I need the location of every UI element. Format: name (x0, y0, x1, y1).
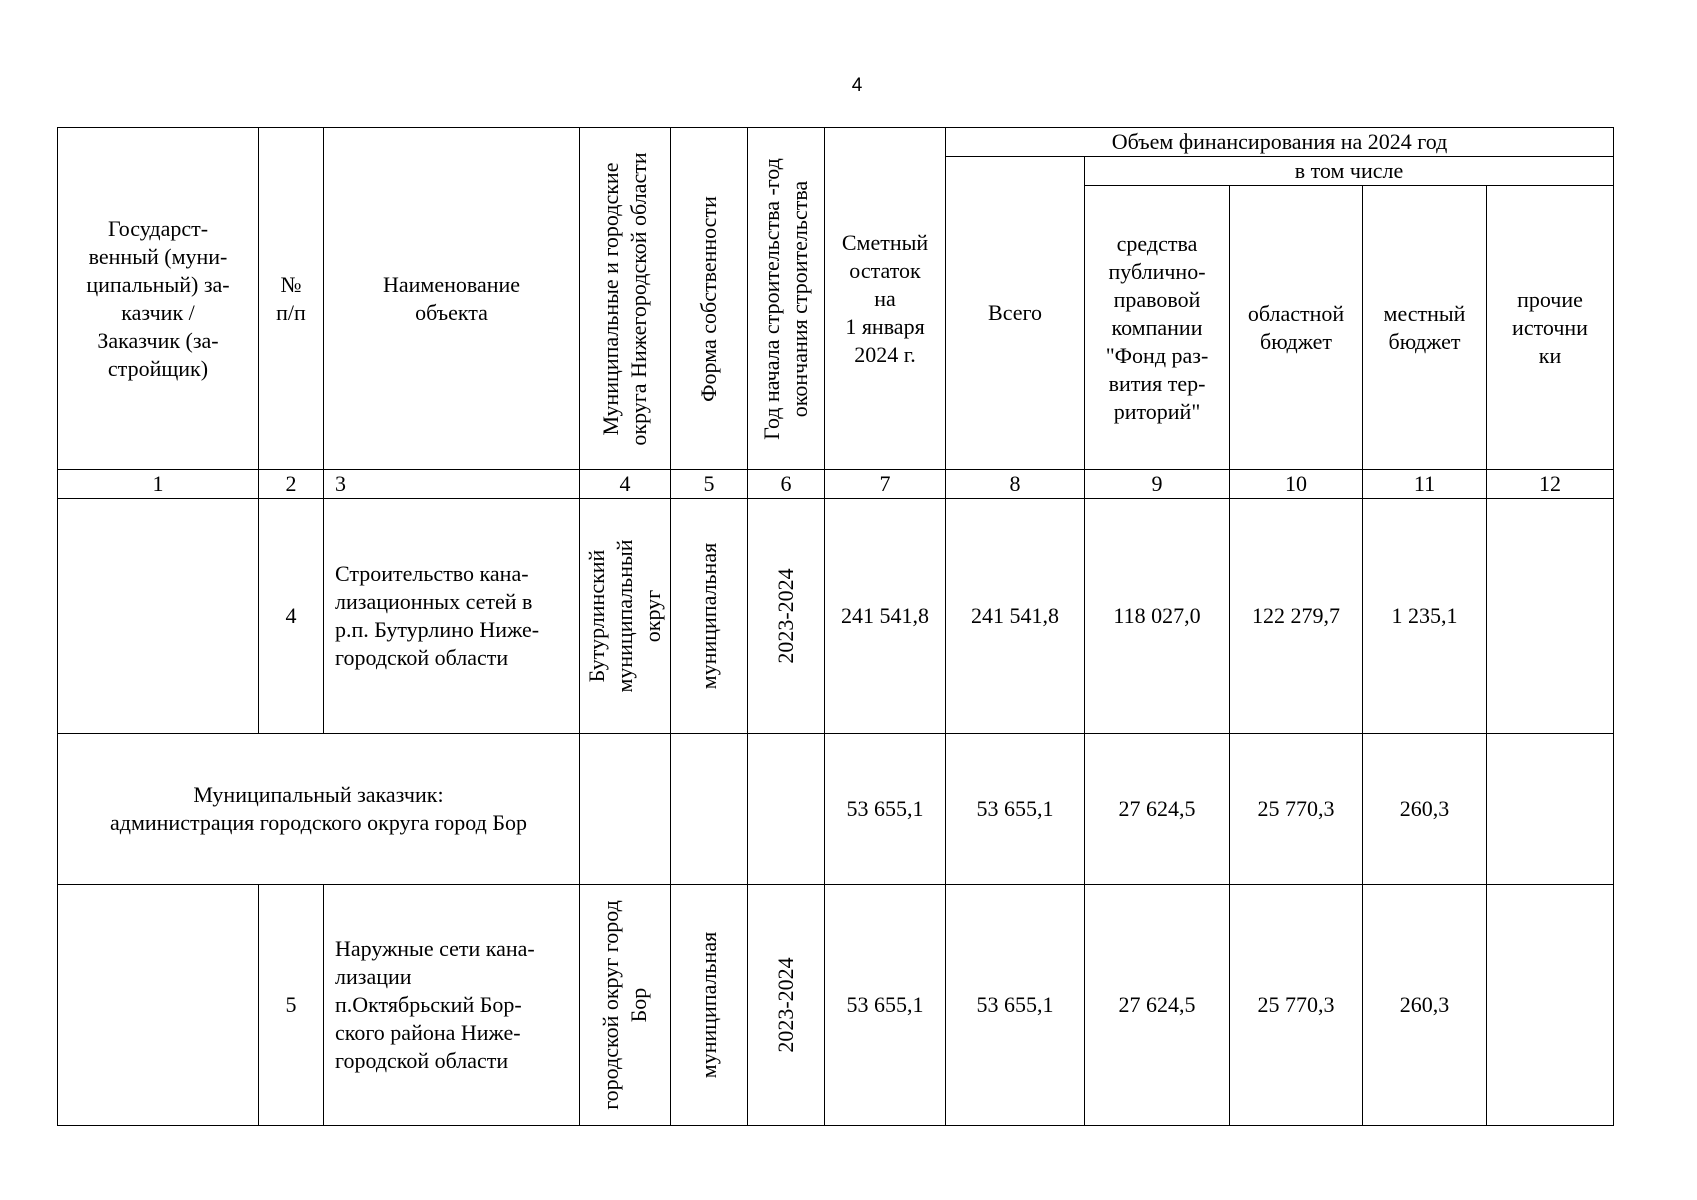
column-number: 9 (1085, 470, 1230, 499)
column-number: 7 (825, 470, 946, 499)
table-row (58, 885, 1614, 1126)
row-ownership (671, 499, 748, 734)
header-including: в том числе (1085, 157, 1614, 186)
row-municipality (580, 734, 671, 885)
row-object-name: Строительство кана- лизационных сетей в р.п. Бутурлино Ниже- городской области (324, 499, 580, 734)
column-number: 6 (748, 470, 825, 499)
column-number: 11 (1363, 470, 1487, 499)
row-remainder: 241 541,8 (825, 499, 946, 734)
row-years (748, 885, 825, 1126)
row-total: 53 655,1 (946, 885, 1085, 1126)
header-years-text: Год начала строительства -год окончания строительства (759, 157, 812, 440)
header-local: местный бюджет (1363, 186, 1487, 470)
column-number-row (58, 470, 1614, 499)
column-number: 4 (580, 470, 671, 499)
row-regional: 25 770,3 (1230, 734, 1363, 885)
row-number: 5 (259, 885, 324, 1126)
row-fund: 27 624,5 (1085, 885, 1230, 1126)
row-other (1487, 499, 1614, 734)
row-number: 4 (259, 499, 324, 734)
row-total: 53 655,1 (946, 734, 1085, 885)
row-local: 1 235,1 (1363, 499, 1487, 734)
table-row (58, 499, 1614, 734)
table-row (58, 734, 1614, 885)
column-number: 10 (1230, 470, 1363, 499)
header-fund: средства публично- правовой компании "Фонд раз- вития тер- риторий" (1085, 186, 1230, 470)
column-number: 5 (671, 470, 748, 499)
row-years (748, 734, 825, 885)
row-municipality-text: городской округ город Бор (598, 900, 651, 1110)
row-municipality (580, 885, 671, 1126)
row-regional: 25 770,3 (1230, 885, 1363, 1126)
row-ownership-text: муниципальная (696, 542, 721, 690)
header-regional: областной бюджет (1230, 186, 1363, 470)
header-municipality (580, 128, 671, 470)
header-financing: Объем финансирования на 2024 год (946, 128, 1614, 157)
row-remainder: 53 655,1 (825, 885, 946, 1126)
row-ownership (671, 734, 748, 885)
financing-table (57, 127, 1614, 1126)
row-total: 241 541,8 (946, 499, 1085, 734)
row-municipality (580, 499, 671, 734)
row-years-text: 2023-2024 (773, 957, 798, 1053)
row-other (1487, 885, 1614, 1126)
column-number: 3 (324, 470, 580, 499)
row-object-name: Наружные сети кана- лизации п.Октябрьский Бор- ского района Ниже- городской области (324, 885, 580, 1126)
row-ownership (671, 885, 748, 1126)
row-ownership-text: муниципальная (696, 931, 721, 1079)
header-remainder: Сметный остаток на 1 января 2024 г. (825, 128, 946, 470)
header-ownership (671, 128, 748, 470)
row-local: 260,3 (1363, 885, 1487, 1126)
column-number: 12 (1487, 470, 1614, 499)
row-years (748, 499, 825, 734)
column-number: 8 (946, 470, 1085, 499)
header-object-name: Наименование объекта (324, 128, 580, 470)
header-number: № п/п (259, 128, 324, 470)
header-total: Всего (946, 157, 1085, 470)
row-other (1487, 734, 1614, 885)
column-number: 2 (259, 470, 324, 499)
header-ownership-text: Форма собственности (696, 195, 721, 402)
row-customer (58, 499, 259, 734)
row-local: 260,3 (1363, 734, 1487, 885)
row-years-text: 2023-2024 (773, 568, 798, 664)
row-customer (58, 885, 259, 1126)
header-other: прочие источни ки (1487, 186, 1614, 470)
row-fund: 118 027,0 (1085, 499, 1230, 734)
column-number: 1 (58, 470, 259, 499)
page-number: 4 (851, 75, 863, 96)
row-fund: 27 624,5 (1085, 734, 1230, 885)
row-municipality-text: Бутурлинский муниципальный округ (584, 539, 665, 693)
row-regional: 122 279,7 (1230, 499, 1363, 734)
row-remainder: 53 655,1 (825, 734, 946, 885)
header-municipality-text: Муниципальные и городские округа Нижегородской области (598, 151, 651, 446)
row-customer-label: Муниципальный заказчик: администрация городского округа город Бор (58, 734, 580, 885)
header-customer: Государст- венный (муни- ципальный) за- казчик / Заказчик (за- стройщик) (58, 128, 259, 470)
header-years (748, 128, 825, 470)
